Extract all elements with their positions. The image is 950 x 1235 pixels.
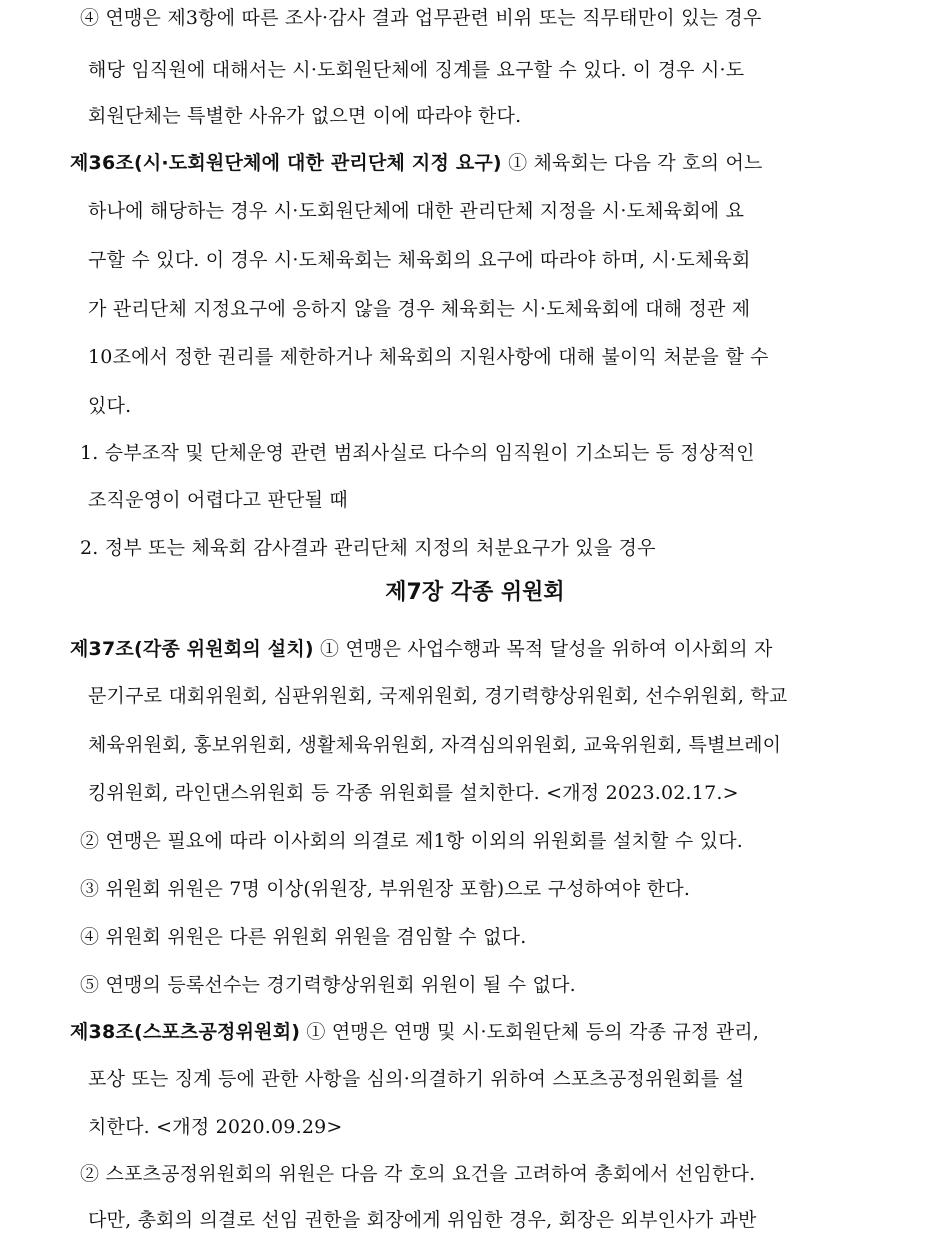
- article-37-clause4: ④ 위원회 위원은 다른 위원회 위원을 겸임할 수 없다.: [80, 926, 527, 948]
- article-37-clause5: ⑤ 연맹의 등록선수는 경기력향상위원회 위원이 될 수 없다.: [80, 974, 576, 996]
- article-37-line2: 문기구로 대회위원회, 심판위원회, 국제위원회, 경기력향상위원회, 선수위원회, 학교: [88, 685, 788, 707]
- article-36-first-line: [70, 150, 763, 176]
- article-36-item1-line1: 1. 승부조작 및 단체운영 관련 범죄사실로 다수의 임직원이 기소되는 등 정상적인: [80, 442, 755, 464]
- article-36-item1-line2: 조직운영이 어렵다고 판단될 때: [88, 489, 348, 511]
- article-37-first-line: [70, 636, 773, 662]
- para4-line2: 해당 임직원에 대해서는 시·도회원단체에 징계를 요구할 수 있다. 이 경우 시·도: [88, 59, 745, 81]
- article-38-clause2-line2: 다만, 총회의 의결로 선임 권한을 회장에게 위임한 경우, 회장은 외부인사가 과반: [88, 1209, 757, 1231]
- article-36-line6: 있다.: [88, 395, 132, 417]
- article-37-clause3: ③ 위원회 위원은 7명 이상(위원장, 부위원장 포함)으로 구성하여야 한다.: [80, 878, 691, 900]
- article-37-line3: 체육위원회, 홍보위원회, 생활체육위원회, 자격심의위원회, 교육위원회, 특별브레이: [88, 734, 782, 756]
- article-37-line4: 킹위원회, 라인댄스위원회 등 각종 위원회를 설치한다. <개정 2023.02.17.>: [88, 782, 739, 804]
- article-37-clause1-start: ① 연맹은 사업수행과 목적 달성을 위하여 이사회의 자: [320, 638, 773, 660]
- article-38-line2: 포상 또는 징계 등에 관한 사항을 심의·의결하기 위하여 스포츠공정위원회를 설: [88, 1068, 745, 1090]
- article-36-line5: 10조에서 정한 권리를 제한하거나 체육회의 지원사항에 대해 불이익 처분을 할 수: [88, 346, 769, 368]
- article-38-line3: 치한다. <개정 2020.09.29>: [88, 1116, 343, 1138]
- article-36-clause1-start: ① 체육회는 다음 각 호의 어느: [508, 152, 763, 174]
- article-36-item2: 2. 정부 또는 체육회 감사결과 관리단체 지정의 처분요구가 있을 경우: [80, 537, 656, 559]
- article-38-clause2-line1: ② 스포츠공정위원회의 위원은 다음 각 호의 요건을 고려하여 총회에서 선임한다.: [80, 1163, 756, 1185]
- article-38-first-line: [70, 1019, 759, 1045]
- article-36-heading: 제36조(시·도회원단체에 대한 관리단체 지정 요구): [70, 152, 502, 174]
- article-37-clause2: ② 연맹은 필요에 따라 이사회의 의결로 제1항 이외의 위원회를 설치할 수 있다.: [80, 830, 743, 852]
- para4-line1: ④ 연맹은 제3항에 따른 조사·감사 결과 업무관련 비위 또는 직무태만이 있는 경우: [80, 7, 762, 29]
- article-36-line4: 가 관리단체 지정요구에 응하지 않을 경우 체육회는 시·도체육회에 대해 정관 제: [88, 298, 751, 320]
- article-36-line3: 구할 수 있다. 이 경우 시·도체육회는 체육회의 요구에 따라야 하며, 시·도체육회: [88, 249, 751, 271]
- article-38-clause1-start: ① 연맹은 연맹 및 시·도회원단체 등의 각종 규정 관리,: [306, 1021, 760, 1043]
- article-38-heading: 제38조(스포츠공정위원회): [70, 1021, 301, 1043]
- article-37-heading: 제37조(각종 위원회의 설치): [70, 638, 314, 660]
- article-36-line2: 하나에 해당하는 경우 시·도회원단체에 대한 관리단체 지정을 시·도체육회에 요: [88, 200, 745, 222]
- chapter-7-heading: 제7장 각종 위원회: [385, 580, 565, 605]
- para4-line3: 회원단체는 특별한 사유가 없으면 이에 따라야 한다.: [88, 105, 522, 127]
